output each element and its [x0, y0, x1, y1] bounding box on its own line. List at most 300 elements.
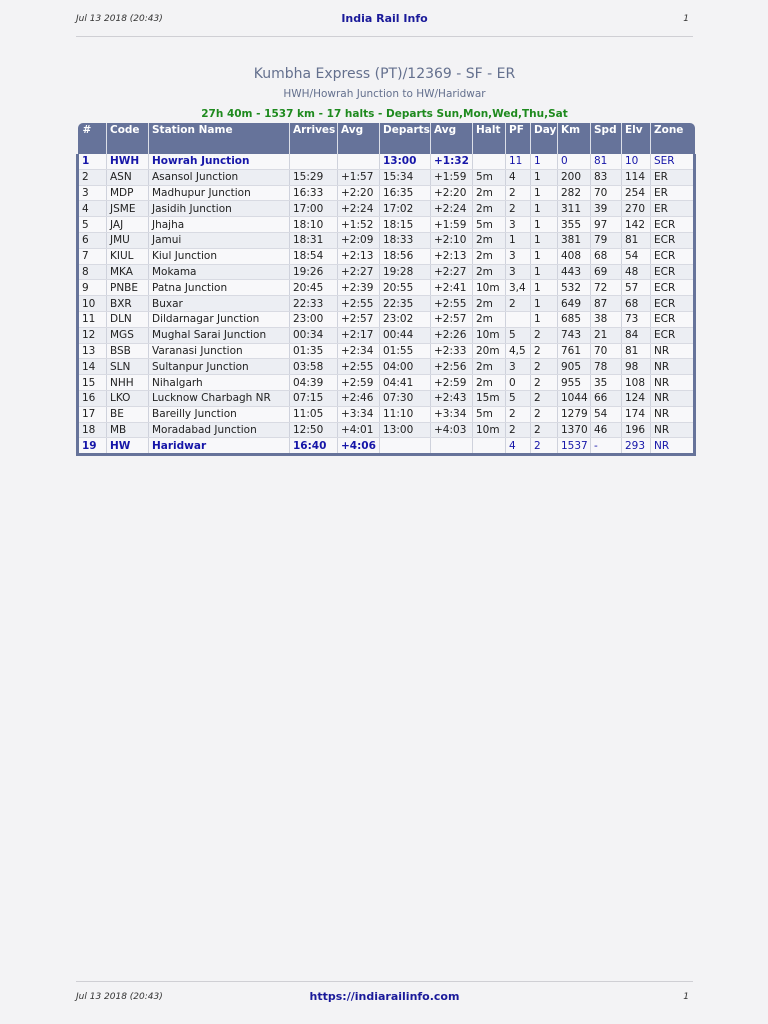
- cell-code[interactable]: BE: [107, 406, 149, 422]
- cell-arrives: 16:33: [290, 185, 338, 201]
- cell-speed: 87: [591, 296, 622, 312]
- cell-elevation: 57: [622, 280, 651, 296]
- cell-km: 381: [558, 232, 591, 248]
- cell-elevation: 108: [622, 375, 651, 391]
- cell-km: 355: [558, 217, 591, 233]
- cell-arrive-avg: +2:57: [338, 311, 380, 327]
- cell-arrives: 20:45: [290, 280, 338, 296]
- cell-departs: 15:34: [380, 169, 431, 185]
- cell-number: 3: [78, 185, 107, 201]
- cell-number: 11: [78, 311, 107, 327]
- cell-depart-avg: +2:20: [431, 185, 473, 201]
- cell-code[interactable]: HWH: [107, 154, 149, 169]
- cell-arrives: 04:39: [290, 375, 338, 391]
- cell-code[interactable]: BXR: [107, 296, 149, 312]
- cell-arrive-avg: +2:55: [338, 359, 380, 375]
- cell-km: 955: [558, 375, 591, 391]
- col-header-halt: Halt: [473, 123, 506, 154]
- table-row: [78, 280, 695, 296]
- cell-number: 7: [78, 248, 107, 264]
- cell-zone: ECR: [651, 296, 695, 312]
- cell-arrive-avg: +2:24: [338, 201, 380, 217]
- header-page-number: 1: [683, 14, 689, 24]
- cell-day: 1: [531, 217, 558, 233]
- cell-arrives: 18:10: [290, 217, 338, 233]
- cell-departs: 11:10: [380, 406, 431, 422]
- cell-arrives: 19:26: [290, 264, 338, 280]
- cell-km: 761: [558, 343, 591, 359]
- cell-halt: 5m: [473, 169, 506, 185]
- cell-speed: 79: [591, 232, 622, 248]
- cell-depart-avg: +4:03: [431, 422, 473, 438]
- table-row: [78, 264, 695, 280]
- cell-speed: 83: [591, 169, 622, 185]
- table-row: [78, 169, 695, 185]
- cell-day: 1: [531, 232, 558, 248]
- cell-speed: -: [591, 438, 622, 455]
- cell-arrive-avg: +2:17: [338, 327, 380, 343]
- cell-number: 10: [78, 296, 107, 312]
- cell-elevation: 270: [622, 201, 651, 217]
- cell-departs: 04:00: [380, 359, 431, 375]
- cell-arrives: 23:00: [290, 311, 338, 327]
- cell-number: 16: [78, 390, 107, 406]
- cell-pf: 3: [506, 359, 531, 375]
- cell-station-name[interactable]: Lucknow Charbagh NR: [149, 390, 290, 406]
- cell-departs: 16:35: [380, 185, 431, 201]
- cell-arrive-avg: +2:46: [338, 390, 380, 406]
- cell-pf: 3,4: [506, 280, 531, 296]
- cell-number: 2: [78, 169, 107, 185]
- table-row: [78, 390, 695, 406]
- cell-day: 1: [531, 311, 558, 327]
- cell-depart-avg: +2:33: [431, 343, 473, 359]
- cell-pf: 2: [506, 185, 531, 201]
- cell-elevation: 68: [622, 296, 651, 312]
- cell-km: 1370: [558, 422, 591, 438]
- cell-arrives: 11:05: [290, 406, 338, 422]
- cell-code[interactable]: HW: [107, 438, 149, 455]
- cell-number: 1: [78, 154, 107, 169]
- cell-station-name[interactable]: Jamui: [149, 232, 290, 248]
- cell-speed: 68: [591, 248, 622, 264]
- cell-elevation: 124: [622, 390, 651, 406]
- cell-km: 443: [558, 264, 591, 280]
- cell-number: 8: [78, 264, 107, 280]
- cell-number: 12: [78, 327, 107, 343]
- col-header-depart-avg: Avg: [431, 123, 473, 154]
- cell-elevation: 114: [622, 169, 651, 185]
- train-title: Kumbha Express (PT)/12369 - SF - ER: [253, 66, 516, 82]
- cell-station-name[interactable]: Patna Junction: [149, 280, 290, 296]
- cell-elevation: 10: [622, 154, 651, 169]
- cell-zone: ECR: [651, 232, 695, 248]
- cell-pf: 5: [506, 390, 531, 406]
- cell-departs: 18:15: [380, 217, 431, 233]
- cell-station-name[interactable]: Moradabad Junction: [149, 422, 290, 438]
- cell-halt: 2m: [473, 248, 506, 264]
- cell-halt: [473, 154, 506, 169]
- cell-code[interactable]: JAJ: [107, 217, 149, 233]
- cell-speed: 78: [591, 359, 622, 375]
- cell-arrive-avg: +2:34: [338, 343, 380, 359]
- cell-pf: 1: [506, 232, 531, 248]
- cell-zone: SER: [651, 154, 695, 169]
- cell-halt: 10m: [473, 280, 506, 296]
- cell-number: 15: [78, 375, 107, 391]
- cell-station-name[interactable]: Madhupur Junction: [149, 185, 290, 201]
- cell-day: 2: [531, 422, 558, 438]
- cell-day: 1: [531, 154, 558, 169]
- col-header-speed: Spd: [591, 123, 622, 154]
- cell-zone: NR: [651, 359, 695, 375]
- cell-zone: ECR: [651, 248, 695, 264]
- cell-code[interactable]: PNBE: [107, 280, 149, 296]
- table-row: [78, 311, 695, 327]
- cell-departs: 22:35: [380, 296, 431, 312]
- cell-number: 9: [78, 280, 107, 296]
- cell-station-name[interactable]: Nihalgarh: [149, 375, 290, 391]
- cell-zone: ECR: [651, 264, 695, 280]
- schedule-body: [78, 154, 695, 455]
- cell-number: 14: [78, 359, 107, 375]
- cell-day: 2: [531, 327, 558, 343]
- cell-km: 743: [558, 327, 591, 343]
- cell-day: 2: [531, 406, 558, 422]
- cell-day: 2: [531, 343, 558, 359]
- cell-departs: 23:02: [380, 311, 431, 327]
- cell-halt: 2m: [473, 296, 506, 312]
- col-header-elevation: Elv: [622, 123, 651, 154]
- cell-zone: ECR: [651, 280, 695, 296]
- cell-code[interactable]: DLN: [107, 311, 149, 327]
- cell-halt: [473, 438, 506, 455]
- cell-station-name[interactable]: Asansol Junction: [149, 169, 290, 185]
- cell-station-name[interactable]: Jasidih Junction: [149, 201, 290, 217]
- cell-halt: 15m: [473, 390, 506, 406]
- cell-elevation: 293: [622, 438, 651, 455]
- header-site-title[interactable]: India Rail Info: [341, 12, 428, 25]
- cell-code[interactable]: KIUL: [107, 248, 149, 264]
- cell-pf: 3: [506, 217, 531, 233]
- cell-speed: 46: [591, 422, 622, 438]
- cell-code[interactable]: ASN: [107, 169, 149, 185]
- cell-departs: 20:55: [380, 280, 431, 296]
- cell-zone: ECR: [651, 311, 695, 327]
- page-footer: [76, 981, 693, 1012]
- cell-day: 1: [531, 296, 558, 312]
- cell-elevation: 142: [622, 217, 651, 233]
- cell-speed: 81: [591, 154, 622, 169]
- cell-speed: 66: [591, 390, 622, 406]
- table-row: [78, 185, 695, 201]
- cell-depart-avg: +1:59: [431, 169, 473, 185]
- schedule-table: [76, 123, 696, 456]
- table-row: [78, 232, 695, 248]
- cell-code[interactable]: MGS: [107, 327, 149, 343]
- cell-number: 18: [78, 422, 107, 438]
- cell-zone: NR: [651, 375, 695, 391]
- cell-number: 19: [78, 438, 107, 455]
- cell-station-name[interactable]: Mokama: [149, 264, 290, 280]
- cell-elevation: 81: [622, 343, 651, 359]
- page-header: [76, 8, 693, 37]
- cell-pf: [506, 311, 531, 327]
- cell-zone: NR: [651, 406, 695, 422]
- cell-km: 1537: [558, 438, 591, 455]
- cell-depart-avg: +2:56: [431, 359, 473, 375]
- cell-km: 0: [558, 154, 591, 169]
- cell-arrive-avg: +2:20: [338, 185, 380, 201]
- cell-arrive-avg: +1:52: [338, 217, 380, 233]
- cell-depart-avg: +2:57: [431, 311, 473, 327]
- cell-zone: ER: [651, 169, 695, 185]
- cell-elevation: 81: [622, 232, 651, 248]
- cell-speed: 72: [591, 280, 622, 296]
- cell-departs: [380, 438, 431, 455]
- cell-code[interactable]: NHH: [107, 375, 149, 391]
- cell-pf: 4: [506, 169, 531, 185]
- cell-pf: 5: [506, 327, 531, 343]
- table-row: [78, 375, 695, 391]
- cell-station-name[interactable]: Sultanpur Junction: [149, 359, 290, 375]
- cell-departs: 01:55: [380, 343, 431, 359]
- cell-depart-avg: [431, 438, 473, 455]
- cell-arrives: 17:00: [290, 201, 338, 217]
- cell-station-name[interactable]: Buxar: [149, 296, 290, 312]
- table-row: [78, 406, 695, 422]
- cell-arrive-avg: +2:39: [338, 280, 380, 296]
- cell-km: 1044: [558, 390, 591, 406]
- cell-halt: 5m: [473, 217, 506, 233]
- col-header-arrive-avg: Avg: [338, 123, 380, 154]
- cell-day: 2: [531, 375, 558, 391]
- header-date: Jul 13 2018 (20:43): [76, 14, 163, 24]
- cell-pf: 0: [506, 375, 531, 391]
- cell-arrive-avg: +3:34: [338, 406, 380, 422]
- table-row: [78, 217, 695, 233]
- table-row: [78, 248, 695, 264]
- cell-arrive-avg: +2:09: [338, 232, 380, 248]
- cell-departs: 04:41: [380, 375, 431, 391]
- cell-arrives: 01:35: [290, 343, 338, 359]
- cell-zone: ER: [651, 185, 695, 201]
- cell-departs: 13:00: [380, 422, 431, 438]
- cell-arrives: 07:15: [290, 390, 338, 406]
- table-row: [78, 359, 695, 375]
- table-row: [78, 201, 695, 217]
- cell-elevation: 84: [622, 327, 651, 343]
- cell-station-name[interactable]: Varanasi Junction: [149, 343, 290, 359]
- col-header-day: Day: [531, 123, 558, 154]
- cell-station-name[interactable]: Bareilly Junction: [149, 406, 290, 422]
- cell-day: 1: [531, 169, 558, 185]
- cell-arrive-avg: [338, 154, 380, 169]
- col-header-zone: Zone: [651, 123, 695, 154]
- cell-arrive-avg: +4:06: [338, 438, 380, 455]
- cell-day: 1: [531, 185, 558, 201]
- cell-depart-avg: +2:10: [431, 232, 473, 248]
- cell-arrive-avg: +2:27: [338, 264, 380, 280]
- cell-speed: 39: [591, 201, 622, 217]
- cell-arrive-avg: +1:57: [338, 169, 380, 185]
- cell-halt: 2m: [473, 264, 506, 280]
- cell-elevation: 98: [622, 359, 651, 375]
- cell-depart-avg: +2:43: [431, 390, 473, 406]
- cell-halt: 10m: [473, 422, 506, 438]
- cell-code[interactable]: BSB: [107, 343, 149, 359]
- cell-code[interactable]: MDP: [107, 185, 149, 201]
- cell-day: 1: [531, 201, 558, 217]
- cell-km: 649: [558, 296, 591, 312]
- cell-pf: 2: [506, 422, 531, 438]
- col-header-number: #: [78, 123, 107, 154]
- cell-km: 905: [558, 359, 591, 375]
- cell-halt: 2m: [473, 201, 506, 217]
- cell-speed: 38: [591, 311, 622, 327]
- cell-departs: 18:56: [380, 248, 431, 264]
- cell-code[interactable]: MB: [107, 422, 149, 438]
- table-row: [78, 327, 695, 343]
- cell-departs: 18:33: [380, 232, 431, 248]
- cell-elevation: 54: [622, 248, 651, 264]
- cell-arrives: 03:58: [290, 359, 338, 375]
- cell-code[interactable]: MKA: [107, 264, 149, 280]
- cell-departs: 07:30: [380, 390, 431, 406]
- cell-arrives: 12:50: [290, 422, 338, 438]
- cell-departs: 17:02: [380, 201, 431, 217]
- cell-arrives: [290, 154, 338, 169]
- cell-depart-avg: +1:59: [431, 217, 473, 233]
- cell-halt: 10m: [473, 327, 506, 343]
- cell-depart-avg: +3:34: [431, 406, 473, 422]
- cell-station-name[interactable]: Mughal Sarai Junction: [149, 327, 290, 343]
- cell-day: 1: [531, 264, 558, 280]
- cell-km: 1279: [558, 406, 591, 422]
- cell-halt: 2m: [473, 375, 506, 391]
- table-row: [78, 422, 695, 438]
- cell-depart-avg: +2:55: [431, 296, 473, 312]
- cell-code[interactable]: JSME: [107, 201, 149, 217]
- cell-speed: 54: [591, 406, 622, 422]
- cell-pf: 3: [506, 264, 531, 280]
- cell-speed: 35: [591, 375, 622, 391]
- footer-url-link[interactable]: https://indiarailinfo.com: [309, 990, 460, 1003]
- train-route: HWH/Howrah Junction to HW/Haridwar: [283, 88, 486, 100]
- cell-halt: 5m: [473, 406, 506, 422]
- cell-km: 532: [558, 280, 591, 296]
- cell-code[interactable]: JMU: [107, 232, 149, 248]
- cell-arrive-avg: +2:55: [338, 296, 380, 312]
- cell-speed: 70: [591, 343, 622, 359]
- cell-zone: NR: [651, 343, 695, 359]
- cell-code[interactable]: LKO: [107, 390, 149, 406]
- cell-zone: ECR: [651, 327, 695, 343]
- cell-station-name[interactable]: Howrah Junction: [149, 154, 290, 169]
- cell-pf: 2: [506, 406, 531, 422]
- cell-halt: 2m: [473, 185, 506, 201]
- col-header-pf: PF: [506, 123, 531, 154]
- cell-km: 200: [558, 169, 591, 185]
- cell-day: 1: [531, 280, 558, 296]
- cell-pf: 4: [506, 438, 531, 455]
- cell-number: 6: [78, 232, 107, 248]
- col-header-km: Km: [558, 123, 591, 154]
- cell-elevation: 48: [622, 264, 651, 280]
- cell-pf: 11: [506, 154, 531, 169]
- footer-page-number: 1: [683, 992, 689, 1002]
- cell-arrives: 15:29: [290, 169, 338, 185]
- cell-station-name[interactable]: Kiul Junction: [149, 248, 290, 264]
- cell-station-name[interactable]: Dildarnagar Junction: [149, 311, 290, 327]
- table-header-row: [78, 123, 695, 154]
- cell-number: 13: [78, 343, 107, 359]
- cell-speed: 97: [591, 217, 622, 233]
- cell-elevation: 254: [622, 185, 651, 201]
- cell-zone: ER: [651, 201, 695, 217]
- cell-arrives: 16:40: [290, 438, 338, 455]
- cell-elevation: 174: [622, 406, 651, 422]
- cell-code[interactable]: SLN: [107, 359, 149, 375]
- cell-pf: 3: [506, 248, 531, 264]
- cell-arrives: 22:33: [290, 296, 338, 312]
- cell-station-name[interactable]: Jhajha: [149, 217, 290, 233]
- cell-departs: 19:28: [380, 264, 431, 280]
- footer-date: Jul 13 2018 (20:43): [76, 992, 163, 1002]
- cell-depart-avg: +1:32: [431, 154, 473, 169]
- cell-pf: 2: [506, 296, 531, 312]
- cell-arrives: 00:34: [290, 327, 338, 343]
- cell-station-name[interactable]: Haridwar: [149, 438, 290, 455]
- cell-departs: 13:00: [380, 154, 431, 169]
- cell-depart-avg: +2:27: [431, 264, 473, 280]
- cell-arrives: 18:54: [290, 248, 338, 264]
- cell-pf: 4,5: [506, 343, 531, 359]
- cell-depart-avg: +2:13: [431, 248, 473, 264]
- cell-number: 17: [78, 406, 107, 422]
- col-header-departs: Departs: [380, 123, 431, 154]
- col-header-code: Code: [107, 123, 149, 154]
- cell-arrive-avg: +2:59: [338, 375, 380, 391]
- col-header-arrives: Arrives: [290, 123, 338, 154]
- cell-arrives: 18:31: [290, 232, 338, 248]
- cell-km: 282: [558, 185, 591, 201]
- table-row: [78, 343, 695, 359]
- table-row: [78, 154, 695, 169]
- cell-zone: ECR: [651, 217, 695, 233]
- cell-day: 1: [531, 248, 558, 264]
- cell-speed: 21: [591, 327, 622, 343]
- cell-day: 2: [531, 390, 558, 406]
- cell-departs: 00:44: [380, 327, 431, 343]
- cell-elevation: 73: [622, 311, 651, 327]
- cell-day: 2: [531, 359, 558, 375]
- cell-depart-avg: +2:26: [431, 327, 473, 343]
- cell-km: 685: [558, 311, 591, 327]
- cell-km: 311: [558, 201, 591, 217]
- cell-depart-avg: +2:41: [431, 280, 473, 296]
- cell-number: 5: [78, 217, 107, 233]
- cell-halt: 2m: [473, 359, 506, 375]
- cell-depart-avg: +2:24: [431, 201, 473, 217]
- cell-speed: 69: [591, 264, 622, 280]
- cell-elevation: 196: [622, 422, 651, 438]
- cell-day: 2: [531, 438, 558, 455]
- cell-pf: 2: [506, 201, 531, 217]
- cell-zone: NR: [651, 422, 695, 438]
- cell-speed: 70: [591, 185, 622, 201]
- cell-halt: 2m: [473, 311, 506, 327]
